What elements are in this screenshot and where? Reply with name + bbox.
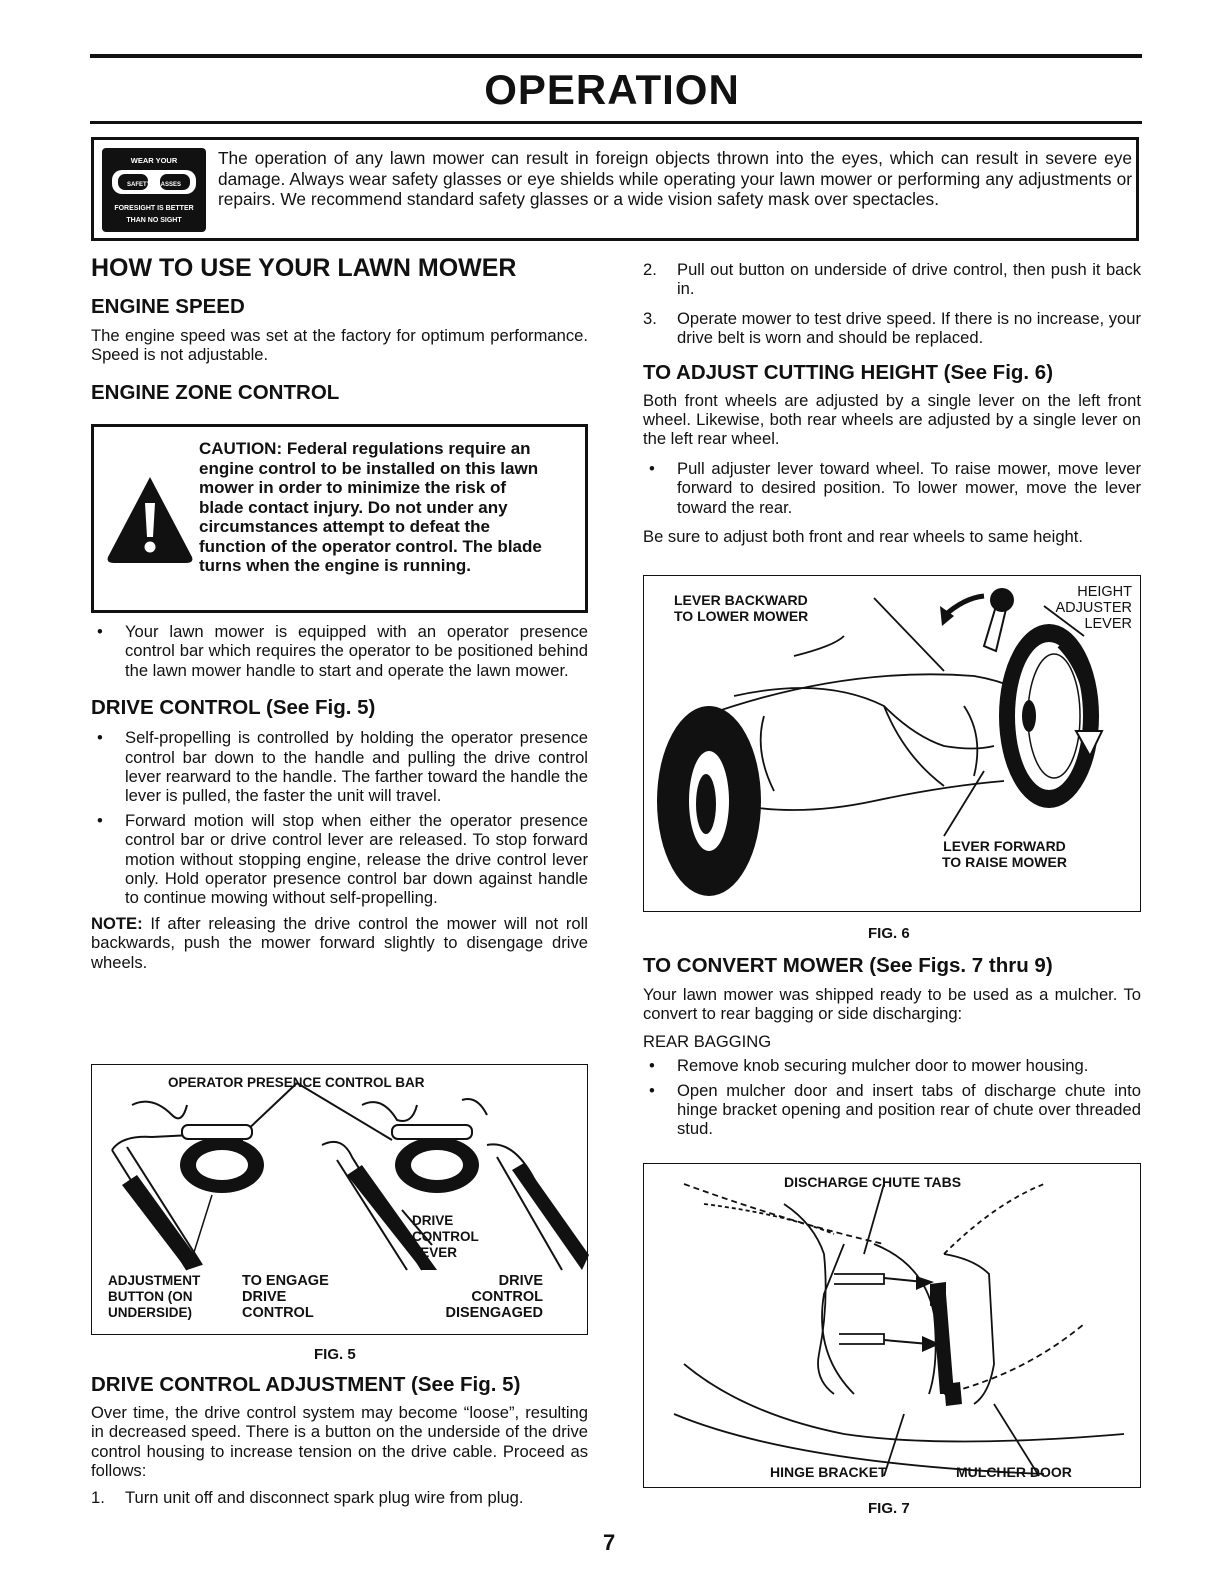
fig7-drawing [644,1164,1142,1489]
top-rule [90,54,1142,58]
note-label: NOTE: [91,913,143,933]
page-number: 7 [603,1530,616,1555]
fig6-height-line-3: LEVER [1084,616,1132,632]
caution-box [91,424,588,613]
fig6-illustration [643,575,1141,912]
cutting-height-bullet: • Pull adjuster lever toward wheel. To raise mower, move lever forward to desired position. To lower mower, move the lever toward the rear. [643,459,1141,517]
convert-heading: TO CONVERT MOWER (See Figs. 7 thru 9) [643,954,1053,977]
page-title: OPERATION [484,66,740,113]
safety-warning-text: The operation of any lawn mower can result in foreign objects thrown into the eyes, which can result in severe eye damage. Always wear safety glasses or eye shields while operating your lawn mower or performing any adjustments or repairs. We recommend standard safety glasses or a wide vision safety mask over spectacles. [218,148,1132,209]
how-to-use-heading: HOW TO USE YOUR LAWN MOWER [91,254,517,282]
step-2 [643,260,1141,299]
fig5-label-engage [242,1273,329,1321]
drive-control-bullet-1: • Self-propelling is controlled by holding the operator presence control bar down to the handle and pulling the drive control lever rearward to the handle. The farther toward the handle the lever is pulled, the faster the unit will travel. [91,728,588,806]
drive-control-bullet-2: • Forward motion will stop when either the operator presence control bar or drive control lever are released. To stop forward motion without stopping engine, release the drive control lever only. Hold operator presence control bar down against handle to continue mowing without self-propelling. [91,811,588,908]
engine-zone-heading: ENGINE ZONE CONTROL [91,380,340,404]
step-3-text: Operate mower to test drive speed. If there is no increase, your drive belt is worn and should be replaced. [677,308,1141,348]
step-1-number: 1. [91,1487,105,1507]
fig5-label-lever [412,1213,479,1261]
cutting-height-text: Both front wheels are adjusted by a single lever on the left front wheel. Likewise, both rear wheels are adjusted by a single lever on the left rear wheel. [643,390,1141,449]
fig6-label-forward [942,838,1067,870]
operator-presence-bullet: • Your lawn mower is equipped with an operator presence control bar which requires the operator to be positioned behind the lawn mower handle to start and operate the lawn mower. [91,622,588,680]
drive-adjust-heading: DRIVE CONTROL ADJUSTMENT (See Fig. 5) [91,1373,521,1396]
convert-section [643,954,1141,1139]
safety-glasses-warning [91,137,1139,241]
engine-speed-heading: ENGINE SPEED [91,295,245,318]
fig6-label-backward [674,592,808,624]
fig7-illustration [643,1163,1141,1488]
drive-adjust-step-1 [91,1488,588,1507]
fig5-label-adjustment [108,1273,200,1321]
drive-adjust-text: Over time, the drive control system may become “loose”, resulting in decreased speed. There is a button on the underside of the drive control housing to increase tension on the drive cable. Proceed as follows: [91,1403,588,1481]
drive-control-heading: DRIVE CONTROL (See Fig. 5) [91,696,376,720]
fig6-backward-line-1: LEVER BACKWARD [674,592,808,608]
title-rule [90,121,1142,124]
icon-line-2: SAFETY GLASSES [127,182,181,188]
fig5-disengaged-line-2: CONTROL [471,1289,543,1305]
fig7-label-chute-tabs: DISCHARGE CHUTE TABS [784,1174,962,1190]
fig6-height-line-2: ADJUSTER [1055,600,1132,616]
icon-line-1: WEAR YOUR [130,156,178,165]
caution-text: CAUTION: Federal regulations require an engine control to be installed on this lawn mower in order to minimize the risk of blade contact injury. Do not under any circumstances attempt to defeat the function of the operator control. The blade turns when the engine is running. [199,439,542,575]
fig6-height-line-1: HEIGHT [1077,584,1132,600]
fig5-engage-line-1: TO ENGAGE [242,1273,329,1289]
fig6-backward-line-2: TO LOWER MOWER [674,608,809,624]
left-column [91,254,588,405]
warning-triangle-icon [100,467,200,567]
convert-bullet-2: • Open mulcher door and insert tabs of discharge chute into hinge bracket opening and position rear of chute over threaded stud. [643,1081,1141,1139]
fig5-lever-line-3: LEVER [412,1245,458,1260]
fig5-engage-line-3: CONTROL [242,1305,314,1321]
cutting-height-after: Be sure to adjust both front and rear wheels to same height. [643,527,1083,547]
fig5-disengaged-line-1: DRIVE [498,1273,543,1289]
fig5-label-disengaged [446,1273,544,1321]
fig5-illustration [91,1064,588,1335]
fig5-caption: FIG. 5 [314,1346,356,1363]
drive-control-note [91,914,588,972]
fig5-adjust-line-3: UNDERSIDE) [108,1305,193,1320]
fig6-label-height-adjuster [1055,584,1132,632]
cutting-height-heading: TO ADJUST CUTTING HEIGHT (See Fig. 6) [643,360,1054,384]
fig5-lever-line-2: CONTROL [412,1229,479,1244]
fig5-disengaged-line-3: DISENGAGED [445,1305,543,1321]
icon-line-3: FORESIGHT IS BETTER [114,205,194,212]
note-text: If after releasing the drive control the mower will not roll backwards, push the mower forward slightly to disengage drive wheels. [91,913,588,972]
fig5-label-control-bar: OPERATOR PRESENCE CONTROL BAR [168,1075,425,1090]
fig6-forward-line-1: LEVER FORWARD [943,838,1066,854]
step-3-number: 3. [643,308,657,328]
left-column-lower [91,622,588,972]
convert-bullet-1: • Remove knob securing mulcher door to mower housing. [643,1056,1141,1075]
fig6-caption: FIG. 6 [868,925,910,942]
step-1-text: Turn unit off and disconnect spark plug wire from plug. [125,1487,524,1507]
fig5-adjust-line-2: BUTTON (ON [108,1289,193,1304]
fig5-lever-line-1: DRIVE [412,1213,454,1228]
rear-bagging-subheading: REAR BAGGING [643,1031,772,1051]
fig5-adjust-line-1: ADJUSTMENT [108,1273,201,1288]
fig7-label-door: MULCHER DOOR [956,1464,1072,1480]
safety-glasses-icon [102,148,206,232]
right-column [643,260,1141,546]
fig6-forward-line-2: TO RAISE MOWER [942,854,1067,870]
fig7-label-hinge: HINGE BRACKET [770,1464,887,1480]
fig5-engage-line-2: DRIVE [242,1289,287,1305]
icon-line-4: THAN NO SIGHT [126,217,182,224]
step-3 [643,309,1141,348]
drive-adjust-section [91,1373,588,1507]
step-2-text: Pull out button on underside of drive control, then push it back in. [677,260,1141,299]
engine-speed-text: The engine speed was set at the factory for optimum performance. Speed is not adjustable. [91,326,588,365]
step-2-number: 2. [643,260,657,279]
convert-text: Your lawn mower was shipped ready to be used as a mulcher. To convert to rear bagging or side discharging: [643,985,1141,1024]
fig7-caption: FIG. 7 [868,1500,910,1517]
